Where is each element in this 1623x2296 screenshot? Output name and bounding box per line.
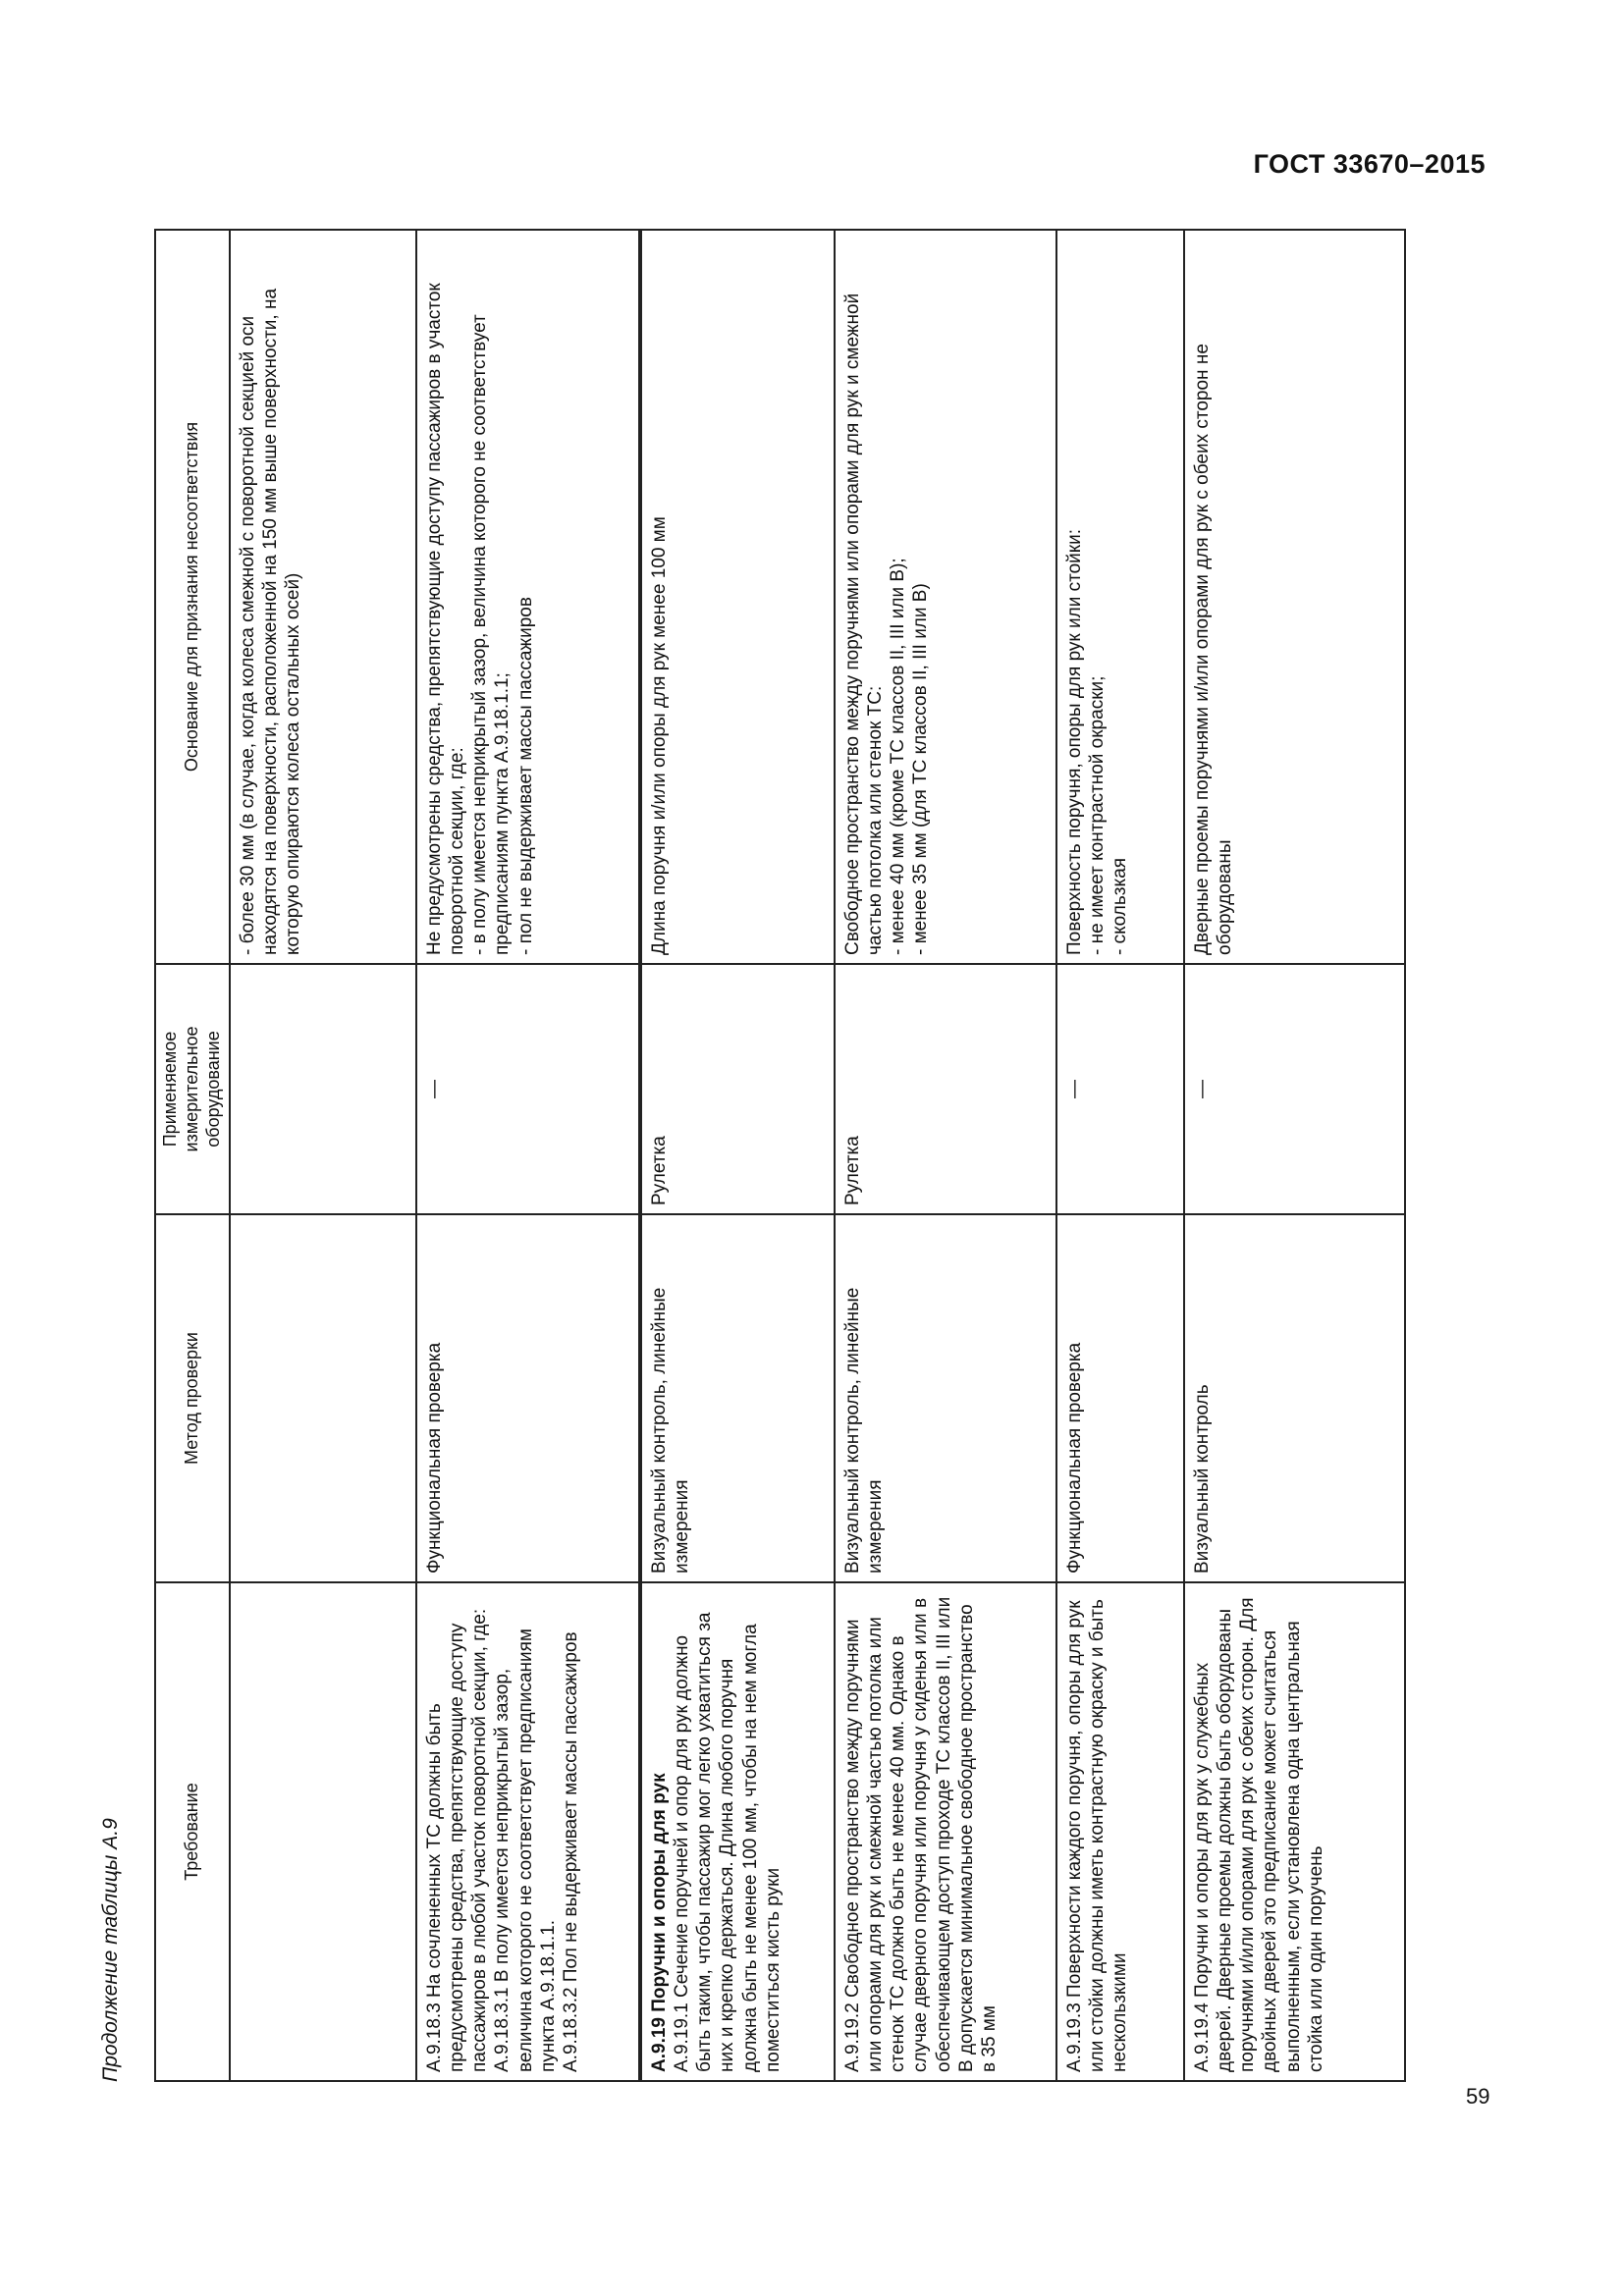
page-number: 59 bbox=[1466, 2084, 1490, 2109]
table-row bbox=[416, 230, 640, 2081]
equipment-dash: — bbox=[1191, 1080, 1213, 1098]
cell-method bbox=[230, 1214, 416, 1582]
cell-basis bbox=[1056, 230, 1184, 964]
conformity-table bbox=[154, 229, 1406, 2082]
cell-method: Функциональная проверка bbox=[1056, 1214, 1184, 1582]
cell-method: Функциональная проверка bbox=[416, 1214, 640, 1582]
equipment-dash: — bbox=[423, 1080, 445, 1098]
requirement-line: А.9.18.3.2 Пол не выдерживает массы пассажиров bbox=[560, 1631, 581, 2072]
requirement-line: А.9.18.3 На сочлененных ТС должны быть предусмотрены средства, препятствующие доступу пассажиров в любой участок поворотной секции, где: bbox=[423, 1608, 491, 2072]
basis-line: Свободное пространство между поручнями или опорами для рук и смежной частью потолка или стенок ТС: bbox=[841, 293, 887, 955]
cell-equipment: Рулетка bbox=[640, 964, 835, 1214]
basis-line: - скользкая bbox=[1109, 857, 1131, 955]
cell-requirement bbox=[640, 1582, 835, 2081]
basis-line: Не предусмотрены средства, препятствующие доступу пассажиров в участок поворотной секции, где: bbox=[423, 283, 468, 955]
cell-method: Визуальный контроль bbox=[1184, 1214, 1405, 1582]
cell-equipment bbox=[1184, 964, 1405, 1214]
cell-requirement bbox=[1184, 1582, 1405, 2081]
cell-basis bbox=[835, 230, 1056, 964]
cell-requirement bbox=[230, 1582, 416, 2081]
cell-equipment bbox=[230, 964, 416, 1214]
section-heading: А.9.19 Поручни и опоры для рук bbox=[648, 1773, 670, 2072]
table-row bbox=[1056, 230, 1184, 2081]
cell-requirement bbox=[416, 1582, 640, 2081]
basis-line: - пол не выдерживает массы пассажиров bbox=[514, 597, 536, 955]
header-requirement: Требование bbox=[155, 1582, 230, 2081]
cell-basis bbox=[230, 230, 416, 964]
standard-id: ГОСТ 33670–2015 bbox=[1253, 149, 1486, 179]
header-method: Метод проверки bbox=[155, 1214, 230, 1582]
cell-basis bbox=[416, 230, 640, 964]
basis-line: - не имеет контрастной окраски; bbox=[1087, 675, 1109, 955]
requirement-line: А.9.19.3 Поверхности каждого поручня, опоры для рук или стойки должны иметь контрастную окраску и быть нескользкими bbox=[1063, 1599, 1131, 2072]
cell-equipment bbox=[416, 964, 640, 1214]
cell-method: Визуальный контроль, линейные измерения bbox=[835, 1214, 1056, 1582]
requirement-line: А.9.18.3.1 В полу имеется неприкрытый зазор, величина которого не соответствует предписаниям пункта А.9.18.1.1. bbox=[492, 1629, 559, 2072]
cell-equipment: Рулетка bbox=[835, 964, 1056, 1214]
basis-line: Дверные проемы поручнями и/или опорами для рук с обеих сторон не оборудованы bbox=[1191, 344, 1236, 955]
requirement-line: А.9.19.1 Сечение поручней и опор для рук должно быть таким, чтобы пассажир мог легко ухватиться за них и крепко держаться. Длина любого поручня должна быть не менее 100 мм, чтобы на нем могла поместиться кисть руки bbox=[672, 1612, 784, 2072]
cell-basis bbox=[1184, 230, 1405, 964]
cell-equipment bbox=[1056, 964, 1184, 1214]
table-row bbox=[835, 230, 1056, 2081]
table-row bbox=[230, 230, 416, 2081]
cell-requirement bbox=[1056, 1582, 1184, 2081]
equipment-dash: — bbox=[1063, 1080, 1085, 1098]
basis-line: - менее 40 мм (кроме ТС классов II, III или В); bbox=[888, 558, 909, 955]
requirement-line: А.9.19.4 Поручни и опоры для рук у служебных дверей. Дверные проемы должны быть оборудованы поручнями и/или опорами для рук с обеих сторон. Для двойных дверей это предписание может считаться выполненным, если установлена одна центральная стойка или один поручень bbox=[1191, 1597, 1326, 2072]
cell-method: Визуальный контроль, линейные измерения bbox=[640, 1214, 835, 1582]
table-caption: Продолжение таблицы А.9 bbox=[99, 1818, 122, 2082]
header-equipment: Применяемое измерительное оборудование bbox=[155, 964, 230, 1214]
table-row bbox=[640, 230, 835, 2081]
table-row bbox=[1184, 230, 1405, 2081]
table-header-row bbox=[155, 230, 230, 2081]
basis-line: Длина поручня и/или опоры для рук менее 100 мм bbox=[648, 516, 670, 955]
basis-line: Поверхность поручня, опоры для рук или стойки: bbox=[1063, 529, 1085, 955]
basis-line: - более 30 мм (в случае, когда колеса смежной с поворотной секцией оси находятся на поверхности, расположенной на 150 мм выше поверхности, на которую опираются колеса остальных осей) bbox=[237, 288, 304, 955]
basis-line: - менее 35 мм (для ТС классов II, III или В) bbox=[910, 583, 932, 955]
cell-requirement bbox=[835, 1582, 1056, 2081]
basis-line: - в полу имеется неприкрытый зазор, величина которого не соответствует предписаниям пункта А.9.18.1.1; bbox=[469, 314, 514, 955]
rotated-table-area bbox=[99, 231, 1390, 2082]
cell-basis bbox=[640, 230, 835, 964]
header-basis: Основание для признания несоответствия bbox=[155, 230, 230, 964]
requirement-line: А.9.19.2 Свободное пространство между поручнями или опорами для рук и смежной частью потолка или стенок ТС должно быть не менее 40 мм. Однако в случае дверного поручня или поручня у сиденья или в обеспечивающем доступ проходе ТС классов II, III или В допускается минимальное свободное пространство в 35 мм bbox=[841, 1596, 1000, 2072]
